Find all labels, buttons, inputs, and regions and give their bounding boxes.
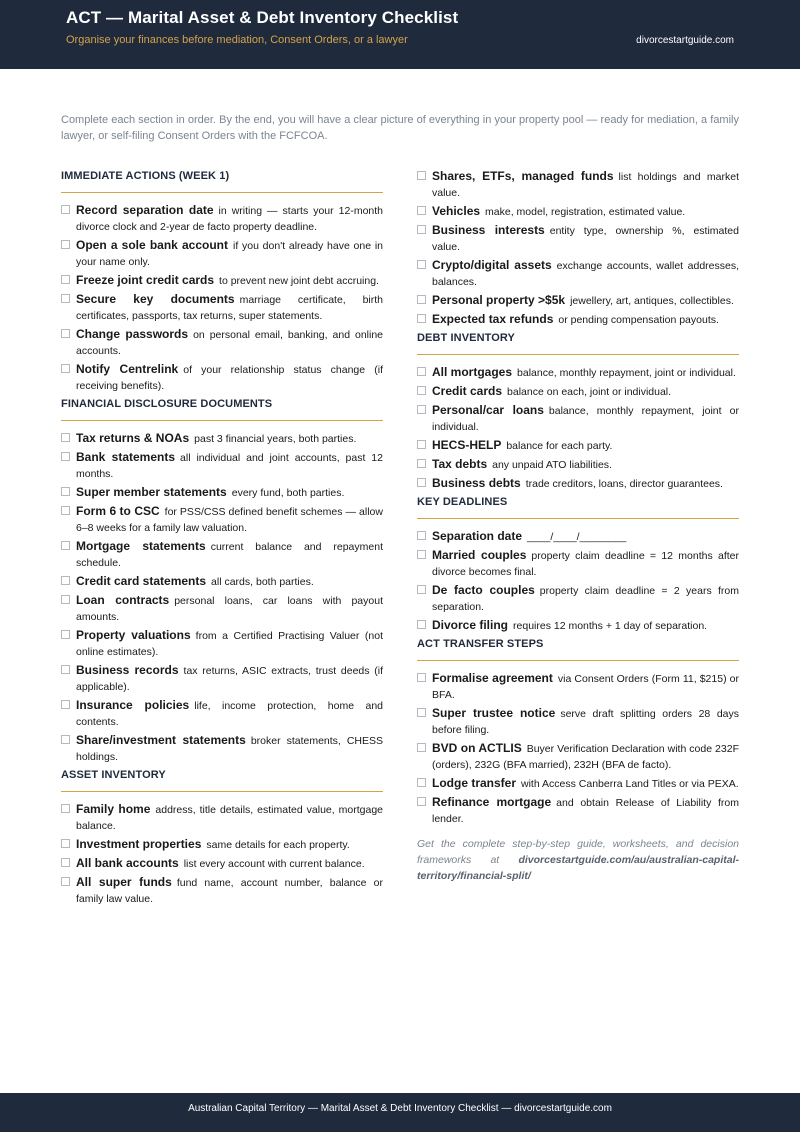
section-immediate-actions-week-1: [61, 170, 383, 394]
checklist-item: [417, 222, 739, 255]
item-description: property claim deadline = 12 months after divorce becomes final.: [432, 550, 740, 578]
checkbox[interactable]: [417, 314, 426, 323]
item-label: Married couples: [432, 548, 527, 562]
checkbox[interactable]: [61, 665, 70, 674]
item-label: Credit card statements: [76, 574, 207, 588]
item-description: address, title details, estimated value, mortgage balance.: [76, 804, 383, 832]
item-description: with Access Canberra Land Titles or via PEXA.: [521, 778, 739, 790]
section-heading: IMMEDIATE ACTIONS (WEEK 1): [61, 170, 383, 193]
item-description: all individual and joint accounts, past 12 months.: [76, 452, 383, 480]
checklist-item: [417, 257, 739, 290]
item-description: marriage certificate, birth certificates, passports, tax returns, super statements.: [76, 294, 383, 322]
item-description: via Consent Orders (Form 11, $215) or BFA.: [432, 673, 739, 701]
item-label: Bank statements: [76, 450, 176, 464]
checklist-item: [417, 547, 739, 580]
checkbox[interactable]: [417, 550, 426, 559]
checkbox[interactable]: [417, 797, 426, 806]
checklist-item: [61, 836, 383, 853]
checklist-item: [61, 538, 383, 571]
checkbox[interactable]: [417, 743, 426, 752]
checkbox[interactable]: [417, 206, 426, 215]
checklist-item: [61, 237, 383, 270]
item-description: for PSS/CSS defined benefit schemes — allow 6–8 weeks for a family law valuation.: [76, 506, 383, 534]
item-label: Business records: [76, 663, 179, 677]
page-title: ACT — Marital Asset & Debt Inventory Checklist: [66, 8, 459, 27]
checkbox[interactable]: [61, 877, 70, 886]
checklist-item: [417, 740, 739, 773]
item-description: make, model, registration, estimated value.: [485, 206, 686, 218]
item-description: balance on each, joint or individual.: [507, 386, 672, 398]
checklist-item: [417, 402, 739, 435]
checklist-item: [417, 582, 739, 615]
item-label: Share/investment statements: [76, 733, 246, 747]
checkbox[interactable]: [61, 205, 70, 214]
item-label: Super trustee notice: [432, 706, 556, 720]
checklist-item: [417, 292, 739, 309]
checklist-item: [61, 503, 383, 536]
checklist-item: [61, 732, 383, 765]
item-label: Refinance mortgage: [432, 795, 552, 809]
checklist-item: [417, 364, 739, 381]
checklist-item: [61, 874, 383, 907]
page-header: [0, 0, 800, 69]
checklist-item: [417, 203, 739, 220]
closing-note: [417, 836, 739, 884]
checkbox[interactable]: [417, 440, 426, 449]
checkbox[interactable]: [417, 386, 426, 395]
checkbox[interactable]: [417, 708, 426, 717]
item-description: trade creditors, loans, director guarantees.: [525, 478, 723, 490]
item-label: Expected tax refunds: [432, 312, 554, 326]
checkbox[interactable]: [417, 531, 426, 540]
page-footer: [0, 1093, 800, 1132]
checklist-item: [417, 617, 739, 634]
checkbox[interactable]: [61, 240, 70, 249]
right-column: [417, 168, 739, 884]
checklist-item: [417, 670, 739, 703]
checkbox[interactable]: [417, 405, 426, 414]
item-description: broker statements, CHESS holdings.: [76, 735, 384, 763]
intro-paragraph: Complete each section in order. By the end, you will have a clear picture of everything in your property pool — ready for mediation, a family lawyer, or self-filing Consent Orders with the FCFCOA.: [61, 114, 739, 142]
checklist-item: [417, 775, 739, 792]
item-label: All bank accounts: [76, 856, 179, 870]
checkbox[interactable]: [61, 576, 70, 585]
item-description: of your relationship status change (if receiving benefits).: [76, 364, 383, 392]
item-label: Form 6 to CSC: [76, 504, 160, 518]
checklist-item: [417, 794, 739, 827]
checkbox[interactable]: [61, 364, 70, 373]
item-label: Investment properties: [76, 837, 202, 851]
checklist-item: [61, 801, 383, 834]
checkbox[interactable]: [417, 367, 426, 376]
checklist-item: [61, 202, 383, 235]
item-description: list holdings and market value.: [432, 171, 739, 199]
item-label: Change passwords: [76, 327, 189, 341]
site-name: divorcestartguide.com: [636, 35, 734, 46]
checkbox[interactable]: [61, 433, 70, 442]
checkbox[interactable]: [417, 295, 426, 304]
item-description: property claim deadline = 2 years from separation.: [432, 585, 739, 613]
checkbox[interactable]: [61, 630, 70, 639]
item-description: any unpaid ATO liabilities.: [492, 459, 612, 471]
checklist-item: [61, 573, 383, 590]
checkbox[interactable]: [61, 700, 70, 709]
item-label: BVD on ACTLIS: [432, 741, 522, 755]
checkbox[interactable]: [417, 260, 426, 269]
section-debt-inventory: [417, 332, 739, 492]
checkbox[interactable]: [61, 595, 70, 604]
section-financial-disclosure-documents: [61, 398, 383, 765]
item-label: All super funds: [76, 875, 172, 889]
checklist-item: [61, 484, 383, 501]
item-label: Mortgage statements: [76, 539, 206, 553]
item-description: Buyer Verification Declaration with code 232F (orders), 232G (BFA married), 232H (BFA de facto).: [432, 743, 739, 771]
checkbox[interactable]: [61, 735, 70, 744]
item-description: serve draft splitting orders 28 days before filing.: [432, 708, 739, 736]
checkbox[interactable]: [417, 673, 426, 682]
checklist-item: [417, 528, 739, 545]
item-label: Super member statements: [76, 485, 227, 499]
section-continued: [417, 168, 739, 328]
checkbox[interactable]: [61, 541, 70, 550]
item-label: Record separation date: [76, 203, 214, 217]
item-label: Business debts: [432, 476, 521, 490]
item-label: Crypto/digital assets: [432, 258, 552, 272]
checkbox[interactable]: [417, 459, 426, 468]
checklist-item: [417, 437, 739, 454]
item-label: De facto couples: [432, 583, 535, 597]
section-heading: ACT TRANSFER STEPS: [417, 638, 739, 661]
item-description: on personal email, banking, and online accounts.: [76, 329, 383, 357]
item-label: Separation date: [432, 529, 523, 543]
checkbox[interactable]: [61, 452, 70, 461]
item-label: All mortgages: [432, 365, 513, 379]
item-label: Personal/car loans: [432, 403, 544, 417]
item-label: Tax debts: [432, 457, 488, 471]
checklist-item: [61, 697, 383, 730]
item-label: Freeze joint credit cards: [76, 273, 215, 287]
checkbox[interactable]: [61, 275, 70, 284]
checkbox[interactable]: [417, 171, 426, 180]
checkbox[interactable]: [61, 487, 70, 496]
item-description: list every account with current balance.: [183, 858, 365, 870]
item-label: Credit cards: [432, 384, 503, 398]
item-label: Insurance policies: [76, 698, 190, 712]
item-description: to prevent new joint debt accruing.: [219, 275, 379, 287]
item-description: entity type, ownership %, estimated value.: [432, 225, 739, 253]
item-description: all cards, both parties.: [211, 576, 314, 588]
item-label: Lodge transfer: [432, 776, 517, 790]
checkbox[interactable]: [61, 839, 70, 848]
checklist-item: [61, 361, 383, 394]
item-description: jewellery, art, antiques, collectibles.: [570, 295, 734, 307]
left-column: [61, 168, 383, 909]
checklist-item: [417, 383, 739, 400]
item-label: Divorce filing: [432, 618, 509, 632]
item-label: Secure key documents: [76, 292, 235, 306]
checklist-item: [417, 168, 739, 201]
item-description: balance for each party.: [506, 440, 613, 452]
item-description: life, income protection, home and contents.: [76, 700, 383, 728]
item-label: Family home: [76, 802, 151, 816]
checkbox[interactable]: [417, 778, 426, 787]
item-description: same details for each property.: [206, 839, 350, 851]
item-description: ____/____/________: [527, 531, 627, 543]
item-label: Tax returns & NOAs: [76, 431, 190, 445]
item-label: Notify Centrelink: [76, 362, 179, 376]
section-heading: FINANCIAL DISCLOSURE DOCUMENTS: [61, 398, 383, 421]
item-description: tax returns, ASIC extracts, trust deeds (if applicable).: [76, 665, 383, 693]
item-label: Open a sole bank account: [76, 238, 229, 252]
page-subtitle: Organise your finances before mediation, Consent Orders, or a lawyer: [66, 34, 408, 46]
checkbox[interactable]: [61, 858, 70, 867]
item-description: or pending compensation payouts.: [558, 314, 719, 326]
checklist-item: [61, 326, 383, 359]
checkbox[interactable]: [61, 329, 70, 338]
item-description: balance, monthly repayment, joint or individual.: [432, 405, 739, 433]
checkbox[interactable]: [417, 225, 426, 234]
checkbox[interactable]: [61, 804, 70, 813]
item-description: from a Certified Practising Valuer (not online estimates).: [76, 630, 384, 658]
footer-text: Australian Capital Territory — Marital Asset & Debt Inventory Checklist — divorcestartguide.com: [188, 1103, 612, 1114]
checkbox[interactable]: [417, 620, 426, 629]
checklist-item: [61, 449, 383, 482]
item-label: Vehicles: [432, 204, 481, 218]
checklist-item: [417, 475, 739, 492]
item-description: current balance and repayment schedule.: [76, 541, 383, 569]
checklist-item: [61, 430, 383, 447]
item-label: HECS-HELP: [432, 438, 502, 452]
guide-link[interactable]: divorcestartguide.com/au/australian-capital-territory/financial-split/: [417, 854, 739, 882]
checklist-item: [417, 456, 739, 473]
checklist-item: [417, 311, 739, 328]
checkbox[interactable]: [61, 506, 70, 515]
checklist-item: [417, 705, 739, 738]
item-description: if you don't already have one in your name only.: [76, 240, 383, 268]
item-label: Personal property >$5k: [432, 293, 566, 307]
item-description: and obtain Release of Liability from lender.: [432, 797, 740, 825]
checklist-item: [61, 272, 383, 289]
item-description: in writing — starts your 12-month divorce clock and 2-year de facto property deadline.: [76, 205, 384, 233]
section-heading: DEBT INVENTORY: [417, 332, 739, 355]
checklist-item: [61, 627, 383, 660]
checklist-item: [61, 291, 383, 324]
checklist-item: [61, 592, 383, 625]
item-description: personal loans, car loans with payout amounts.: [76, 595, 383, 623]
section-asset-inventory: [61, 769, 383, 907]
item-description: every fund, both parties.: [231, 487, 345, 499]
section-key-deadlines: [417, 496, 739, 634]
section-act-transfer-steps: [417, 638, 739, 827]
section-heading: KEY DEADLINES: [417, 496, 739, 519]
item-label: Loan contracts: [76, 593, 170, 607]
checklist-item: [61, 662, 383, 695]
item-description: balance, monthly repayment, joint or individual.: [517, 367, 736, 379]
item-label: Business interests: [432, 223, 545, 237]
item-description: exchange accounts, wallet addresses, balances.: [432, 260, 739, 288]
checklist-item: [61, 855, 383, 872]
item-description: past 3 financial years, both parties.: [194, 433, 357, 445]
item-label: Property valuations: [76, 628, 191, 642]
section-heading: ASSET INVENTORY: [61, 769, 383, 792]
checkbox[interactable]: [417, 478, 426, 487]
checkbox[interactable]: [417, 585, 426, 594]
item-description: fund name, account number, balance or family law value.: [76, 877, 383, 905]
item-label: Shares, ETFs, managed funds: [432, 169, 614, 183]
item-label: Formalise agreement: [432, 671, 553, 685]
item-description: requires 12 months + 1 day of separation.: [513, 620, 708, 632]
checkbox[interactable]: [61, 294, 70, 303]
closing-text: Get the complete step-by-step guide, worksheets, and decision frameworks at: [417, 838, 739, 866]
